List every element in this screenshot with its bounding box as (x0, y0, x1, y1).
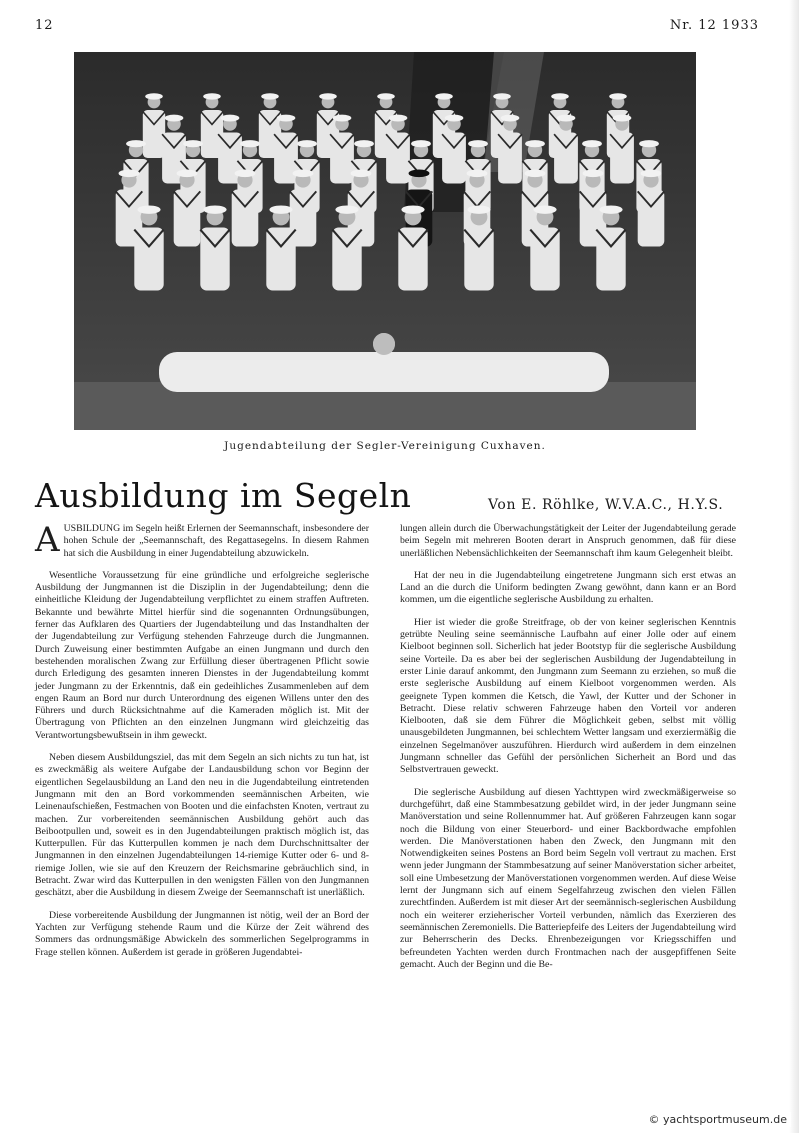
article-title: Ausbildung im Segeln (35, 476, 412, 515)
column-left (35, 520, 369, 969)
page-edge (789, 0, 799, 1133)
issue-number: Nr. 12 1933 (669, 18, 759, 33)
photo-caption: Jugendabteilung der Segler-Vereinigung Cuxhaven. (224, 440, 546, 452)
paragraph (35, 520, 369, 560)
paragraph: Hat der neu in die Jugendabteilung eingetretene Jungmann sich erst etwas an Land an die durch die Uniform bedingten Zwang gewöhnt, dann kann er an Bord kommen, um die eigentliche seglerische Ausbildung zu erhalten. (400, 569, 736, 606)
drop-cap: A (35, 520, 60, 560)
page-number: 12 (35, 18, 54, 33)
group-photo (74, 52, 696, 430)
paragraph: Wesentliche Voraussetzung für eine gründliche und erfolgreiche seglerische Ausbildung der Jungmannen ist die Disziplin in der Jugendabteilung; denn die einheitliche Kleidung der Jugendabteilung verpflichtet zu einem straffen Auftreten. Bekannte und bewährte Mittel hierfür sind die sogenannten Ordnungsübungen, ferner das Aufklaren des Quartiers der Jugendabteilung und das Instandhalten der der Jugendabteilung zur Verfügung stehenden Fahrzeuge durch die Jungmannen. Durch Zuweisung einer bestimmten Aufgabe an einen Jungmann und durch den bestehenden moralischen Zwang zur Erfüllung dieser übertragenen Pflicht sowie durch Erledigung des gesamten inneren Dienstes in der Jugendabteilung kommt jeder Jungmann zu der Erkenntnis, daß ein gedeihliches Zusammenleben auf dem engen Raum an Bord nur durch Unterordnung des eigenen Willens unter den des Führers und durch Rücksichtnahme auf die Kameraden möglich ist. Mit der Übertragung von Pflichten an den einzelnen Jungmann wird gleichzeitig das Verantwortungsbewußtsein in ihm geweckt. (35, 569, 369, 741)
column-right (400, 523, 736, 981)
article-byline: Von E. Röhlke, W.V.A.C., H.Y.S. (488, 497, 724, 513)
paragraph: Neben diesem Ausbildungsziel, das mit dem Segeln an sich nichts zu tun hat, ist es zweckmäßig als weitere Aufgabe der Landausbildung schon vor Beginn der eigentlichen Segelausbildung an Land den neu in die Jugendabteilung eintretenden Jungmann mit den an Bord vorkommenden seemännischen Arbeiten, wie Leinenaufschießen, Festmachen von Booten und die einfachsten Knoten, vertraut zu machen. Zur vorbereitenden seemännischen Ausbildung gehört auch das Beibootpullen und, soweit es in den Jugendabteilungen praktisch möglich ist, das Kutterpullen. Für das Kutterpullen kommen je nach dem Durchschnittsalter der Jungmannen in den einzelnen Jugendabteilungen 14-riemige Kutter oder 6- und 8-riemige Jollen, wie sie auf den Kreuzern der Reichsmarine gebräuchlich sind, in Betracht. Zwar wird das Kutterpullen in den wenigsten Fällen von den Jungmannen geschätzt, aber die Ausbildung in diesem Zweige der Seemannschaft ist unerläßlich. (35, 752, 369, 899)
photo-illustration (74, 52, 696, 430)
paragraph-text: USBILDUNG im Segeln heißt Erlernen der Seemannschaft, insbesondere der hohen Schule der „Seemannschaft, des Regattasegelns. In diesem Rahmen hat sich die Ausbildung in einer Jugendabteilung abzuwickeln. (63, 523, 369, 559)
watermark: © yachtsportmuseum.de (645, 1112, 791, 1127)
paragraph: Diese vorbereitende Ausbildung der Jungmannen ist nötig, weil der an Bord der Yachten zur Verfügung stehende Raum und die Kürze der Zeit während des Sommers das ordnungsmäßige Abwickeln des sommerlichen Segelprogramms in Frage stellen können. Außerdem ist gerade in größeren Jugendabtei- (35, 909, 369, 958)
paragraph: Hier ist wieder die große Streitfrage, ob der von keiner seglerischen Kenntnis getrübte Neuling seine seemännische Laufbahn auf einer Jolle oder auf einem Kielboot beginnen soll. Sicherlich hat jeder Bootstyp für die seglerische Ausbildung seine Vorteile. Da es aber bei der seglerischen Ausbildung der Jugendabteilung in erster Linie darauf ankommt, den Jungmann zum Seemann zu erziehen, so muß die erste seglerische Ausbildung auf einem Kielboot vorgenommen werden. Als geeignete Typen kommen die Ketsch, die Yawl, der Kutter und der Schoner in Betracht. Diese relativ schweren Fahrzeuge haben den Vorteil vor anderen Kielbooten, daß sie dem Führer die Möglichkeit geben, selbst mit völlig unausgebildeten Jungmannen, bei schlechtem Wetter langsam und exerziermäßig die einzelnen Segelmanöver auszuführen. Hierdurch wird außerdem in dem einzelnen Jungmann schneller das Gefühl der persönlichen Sicherheit an Bord und das Selbstvertrauen geweckt. (400, 616, 736, 776)
paragraph: lungen allein durch die Überwachungstätigkeit der Leiter der Jugendabteilung gerade beim Segeln mit mehreren Booten derart in Anspruch genommen, daß für diese unerläßlichen Nebensächlichkeiten der Seemannschaft ihm kaum Gelegenheit bleibt. (400, 523, 736, 559)
paragraph: Die seglerische Ausbildung auf diesen Yachttypen wird zweckmäßigerweise so durchgeführt, daß eine Stammbesatzung gebildet wird, in der jeder Jungmann seine Manöverstation und seine Rollennummer hat. Auf größeren Fahrzeugen kann sogar noch die Bildung von einer Steuerbord- und einer Backbordwache empfohlen werden. Die Manöverstationen haben den Zweck, den Jungmann mit den Notwendigkeiten seines Postens an Bord beim Segeln voll vertraut zu machen. Erst wenn jeder Jungmann der Stammbesatzung auf seiner Manöverstation sicher arbeitet, soll eine Umbesetzung der Manöverstationen vorgenommen werden. Auf diese Weise lernt der Jungmann sich auf einem Segelfahrzeug zwischen den vielen Fällen zurechtfinden. Außerdem ist mit dieser Art der seemännisch-seglerischen Ausbildung noch ein weiterer erzieherischer Vorteil verbunden, nämlich das Exerzieren des seemännischen Zeremoniells. Die Batteriepfeife des Leiters der Jugendabteilung wird zur Beherrscherin des Decks. Ehrenbezeigungen vor Kriegsschiffen und befreundeten Yachten werden durch Frontmachen nach der ausgepfiffenen Seite gemacht. Auch der Beginn und die Be- (400, 786, 736, 970)
